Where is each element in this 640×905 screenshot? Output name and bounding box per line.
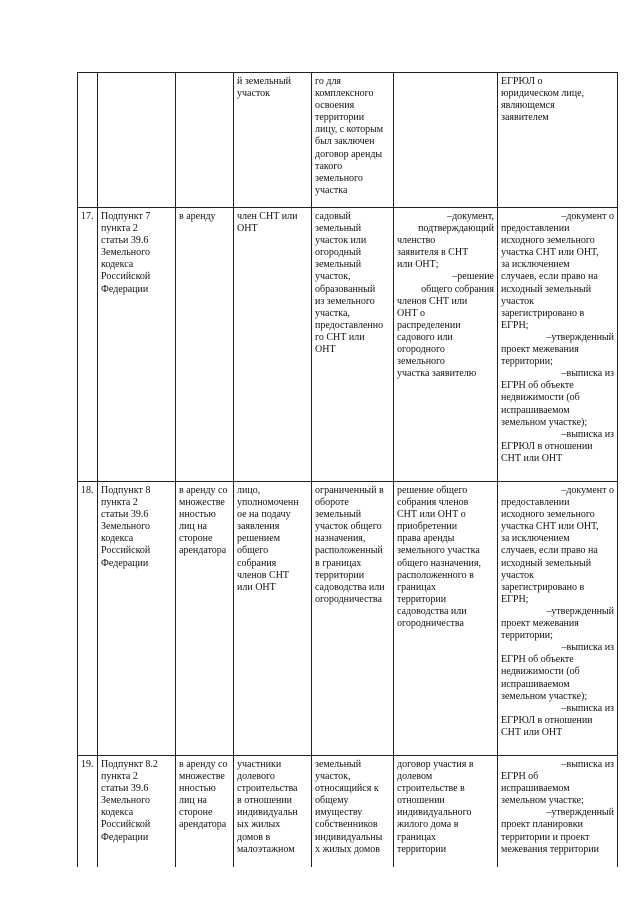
dash-bullet: – [452, 271, 458, 283]
text-line: пункта 2 [101, 771, 138, 783]
right-type-cell [176, 482, 234, 756]
table-row [78, 208, 618, 482]
text-line: огородничества [315, 593, 382, 605]
table-row [78, 756, 618, 868]
text-line: пункта 2 [101, 497, 138, 509]
text-line: ЕГРН об объекте [501, 380, 574, 392]
text-line: лиц на [179, 795, 207, 807]
text-line: индивидуальн [237, 807, 298, 819]
text-line: огородный [315, 247, 362, 259]
text-line: земельном участке); [501, 416, 588, 428]
text-line: ОНТ [315, 344, 336, 356]
text-line: й земельный [237, 76, 291, 87]
text-line: участок, [315, 271, 351, 283]
text-line: кодекса [101, 259, 134, 271]
text-line: ограниченный в [315, 485, 384, 496]
text-line: х жилых домов [315, 843, 380, 855]
dash-bullet: – [561, 485, 567, 496]
text-line: го СНТ или [315, 331, 365, 343]
text-line: участок [501, 295, 535, 307]
text-line: земельного [315, 172, 363, 184]
text-line: в аренду со [179, 759, 228, 770]
text-line: членство [397, 235, 436, 247]
text-line: территории; [501, 630, 553, 642]
text-line: территории [397, 593, 447, 605]
text-line: межевания территории [501, 843, 599, 855]
text-line: ых жилых [237, 819, 281, 831]
text-line: общего собрания [421, 283, 494, 295]
text-line: множестве [179, 771, 225, 783]
text-line: земельном участке; [501, 795, 584, 807]
legal-basis-cell [98, 482, 176, 756]
text-line: предоставлении [501, 497, 570, 509]
authority-documents-cell [498, 73, 618, 208]
text-line: СНТ или ОНТ [501, 452, 563, 464]
text-line: или ОНТ [237, 581, 276, 593]
land-plot-cell [312, 208, 394, 482]
text-line: лицо, [237, 485, 261, 496]
text-line: долевом [397, 771, 433, 783]
text-line: предоставленно [315, 319, 384, 331]
dash-bullet: – [546, 605, 552, 617]
text-line: в аренду со [179, 485, 228, 496]
text-line: участка [315, 184, 348, 196]
text-line: СНТ или ОНТ о [397, 509, 466, 521]
right-type-cell [176, 73, 234, 208]
text-line: участок [501, 569, 535, 581]
text-line: испрашиваемом [501, 783, 570, 795]
applicant-documents-cell [394, 208, 498, 482]
row-number: 17. [78, 208, 98, 482]
text-line: пункта 2 [101, 223, 138, 235]
text-line: или ОНТ; [397, 259, 439, 271]
text-line: территории и проект [501, 831, 590, 843]
text-line: Подпункт 7 [101, 211, 151, 222]
text-line: ОНТ о [397, 307, 426, 319]
text-line: лицу, с которым [315, 124, 384, 136]
text-line: строительства [237, 783, 298, 795]
text-line: недвижимости (об [501, 666, 580, 678]
text-line: го для [315, 76, 342, 87]
text-line: арендатора [179, 545, 227, 557]
right-type-cell [176, 756, 234, 868]
text-line: нностью [179, 783, 216, 795]
text-line: проект межевания [501, 618, 579, 630]
text-line: земельный [315, 259, 362, 271]
text-line: исходного земельного [501, 509, 595, 521]
applicant-cell [234, 208, 312, 482]
text-line: территории; [501, 356, 553, 368]
text-line: –выписка из [561, 428, 614, 440]
text-line: заявителя в СНТ [397, 247, 469, 259]
text-line: Земельного [101, 521, 150, 533]
text-line: –выписка из [561, 759, 614, 770]
row-number [78, 73, 98, 208]
text-line: членов СНТ или [397, 295, 468, 307]
text-line: участка СНТ или ОНТ, [501, 521, 599, 533]
text-line: ЕГРЮЛ о [501, 76, 543, 87]
text-line: испрашиваемом [501, 404, 570, 416]
text-line: договор аренды [315, 148, 383, 160]
text-line: –выписка из [561, 368, 614, 380]
table-row [78, 482, 618, 756]
text-line: –решение [452, 271, 494, 283]
text-line: ЕГРН об [501, 771, 539, 783]
text-line: –утвержденный [546, 807, 614, 819]
text-line: Подпункт 8 [101, 485, 151, 496]
text-line: юридическом лице, [501, 88, 585, 100]
text-line: договор участия в [397, 759, 474, 770]
text-line: участок, [315, 771, 351, 783]
land-plot-cell [312, 756, 394, 868]
applicant-cell [234, 482, 312, 756]
dash-bullet: – [561, 368, 567, 380]
authority-documents-cell [498, 756, 618, 868]
text-line: зарегистрировано в [501, 581, 585, 593]
text-line: жилого дома в [397, 819, 459, 831]
text-line: Российской [101, 271, 151, 283]
text-line: лиц на [179, 521, 207, 533]
text-line: назначения, [315, 533, 366, 545]
text-line: земельный [315, 509, 362, 521]
text-line: Подпункт 8.2 [101, 759, 158, 770]
text-line: приобретении [397, 521, 458, 533]
text-line: ЕГРН; [501, 593, 529, 605]
text-line: Земельного [101, 247, 150, 259]
text-line: –документ, [447, 211, 494, 222]
land-plot-cell [312, 73, 394, 208]
text-line: садоводства или [315, 581, 385, 593]
text-line: из земельного [315, 295, 375, 307]
text-line: нностью [179, 509, 216, 521]
text-line: такого [315, 160, 343, 172]
text-line: являющемся [501, 100, 555, 112]
text-line: относящийся к [315, 783, 379, 795]
land-plot-cell [312, 482, 394, 756]
text-line: домов в [237, 831, 271, 843]
text-line: в отношении [237, 795, 293, 807]
text-line: член СНТ или [237, 211, 298, 222]
dash-bullet: – [561, 211, 567, 222]
text-line: –документ о [561, 211, 614, 222]
text-line: малоэтажном [237, 843, 295, 855]
text-line: исходный земельный [501, 557, 592, 569]
text-line: стороне [179, 807, 213, 819]
text-line: –выписка из [561, 702, 614, 714]
text-line: участок [237, 88, 271, 100]
text-line: статьи 39.6 [101, 235, 149, 247]
dash-bullet: – [546, 807, 552, 819]
text-line: участка, [315, 307, 350, 319]
text-line: –выписка из [561, 642, 614, 654]
text-line: членов СНТ [237, 569, 290, 581]
applicant-documents-cell [394, 756, 498, 868]
text-line: был заключен [315, 136, 375, 148]
text-line: в аренду [179, 211, 216, 222]
text-line: земельном участке); [501, 690, 588, 702]
text-line: обороте [315, 497, 349, 509]
text-line: земельного [397, 356, 445, 368]
text-line: за исключением [501, 259, 570, 271]
text-line: земельный [315, 759, 362, 770]
dash-bullet: – [447, 211, 453, 222]
text-line: –документ о [561, 485, 614, 496]
text-line: Российской [101, 545, 151, 557]
text-line: расположенный [315, 545, 383, 557]
text-line: собрания [237, 557, 277, 569]
text-line: комплексного [315, 88, 374, 100]
text-line: участники [237, 759, 282, 770]
text-line: территории [315, 569, 365, 581]
authority-documents-cell [498, 482, 618, 756]
text-line: зарегистрировано в [501, 307, 585, 319]
table-row [78, 73, 618, 208]
text-line: ЕГРН об объекте [501, 654, 574, 666]
text-line: стороне [179, 533, 213, 545]
text-line: заявления [237, 521, 280, 533]
applicant-documents-cell [394, 482, 498, 756]
legal-basis-cell [98, 73, 176, 208]
text-line: садоводства или [397, 605, 467, 617]
text-line: ЕГРЮЛ в отношении [501, 714, 593, 726]
text-line: Российской [101, 819, 151, 831]
legal-basis-cell [98, 208, 176, 482]
text-line: собрания членов [397, 497, 469, 509]
text-line: общего [237, 545, 269, 557]
text-line: кодекса [101, 807, 134, 819]
text-line: испрашиваемом [501, 678, 570, 690]
text-line: садового или [397, 331, 453, 343]
text-line: СНТ или ОНТ [501, 726, 563, 738]
text-line: индивидуального [397, 807, 472, 819]
table-body [78, 73, 618, 868]
text-line: собственников [315, 819, 378, 831]
text-line: участка заявителю [397, 368, 477, 380]
text-line: границах [397, 831, 437, 843]
text-line: огородничества [397, 618, 464, 630]
dash-bullet: – [561, 642, 567, 654]
text-line: ое на подачу [237, 509, 291, 521]
text-line: огородного [397, 344, 445, 356]
applicant-documents-cell [394, 73, 498, 208]
text-line: расположенного в [397, 569, 474, 581]
dash-bullet: – [546, 331, 552, 343]
text-line: долевого [237, 771, 275, 783]
text-line: кодекса [101, 533, 134, 545]
text-line: недвижимости (об [501, 392, 580, 404]
text-line: земельного участка [397, 545, 480, 557]
row-number: 18. [78, 482, 98, 756]
text-line: участок или [315, 235, 367, 247]
text-line: предоставлении [501, 223, 570, 235]
text-line: Федерации [101, 831, 149, 843]
text-line: ЕГРН; [501, 319, 529, 331]
land-plot-table [77, 72, 618, 867]
text-line: распределении [397, 319, 461, 331]
text-line: –утвержденный [546, 605, 614, 617]
text-line: случаев, если право на [501, 545, 598, 557]
text-line: территории [397, 843, 447, 855]
text-line: участка СНТ или ОНТ, [501, 247, 599, 259]
text-line: земельный [315, 223, 362, 235]
text-line: арендатора [179, 819, 227, 831]
text-line: случаев, если право на [501, 271, 598, 283]
text-line: освоения [315, 100, 355, 112]
text-line: индивидуальны [315, 831, 383, 843]
text-line: отношении [397, 795, 445, 807]
text-line: статьи 39.6 [101, 783, 149, 795]
text-line: Федерации [101, 283, 149, 295]
text-line: подтверждающий [418, 223, 494, 235]
right-type-cell [176, 208, 234, 482]
text-line: статьи 39.6 [101, 509, 149, 521]
text-line: заявителем [501, 112, 549, 124]
text-line: участок общего [315, 521, 382, 533]
dash-bullet: – [561, 759, 567, 770]
dash-bullet: – [561, 428, 567, 440]
text-line: общего назначения, [397, 557, 481, 569]
text-line: проект межевания [501, 344, 579, 356]
text-line: решение общего [397, 485, 468, 496]
row-number: 19. [78, 756, 98, 868]
text-line: имуществу [315, 807, 363, 819]
authority-documents-cell [498, 208, 618, 482]
text-line: уполномоченн [237, 497, 299, 509]
text-line: Федерации [101, 557, 149, 569]
text-line: ЕГРЮЛ в отношении [501, 440, 593, 452]
dash-bullet: – [561, 702, 567, 714]
text-line: за исключением [501, 533, 570, 545]
applicant-cell [234, 756, 312, 868]
text-line: исходный земельный [501, 283, 592, 295]
legal-basis-cell [98, 756, 176, 868]
text-line: территории [315, 112, 365, 124]
text-line: –утвержденный [546, 331, 614, 343]
text-line: садовый [315, 211, 351, 222]
text-line: ОНТ [237, 223, 258, 235]
text-line: права аренды [397, 533, 455, 545]
text-line: множестве [179, 497, 225, 509]
text-line: решением [237, 533, 281, 545]
text-line: Земельного [101, 795, 150, 807]
text-line: строительстве в [397, 783, 465, 795]
text-line: границах [397, 581, 437, 593]
text-line: исходного земельного [501, 235, 595, 247]
text-line: образованный [315, 283, 376, 295]
applicant-cell [234, 73, 312, 208]
text-line: проект планировки [501, 819, 583, 831]
text-line: общему [315, 795, 349, 807]
text-line: в границах [315, 557, 362, 569]
